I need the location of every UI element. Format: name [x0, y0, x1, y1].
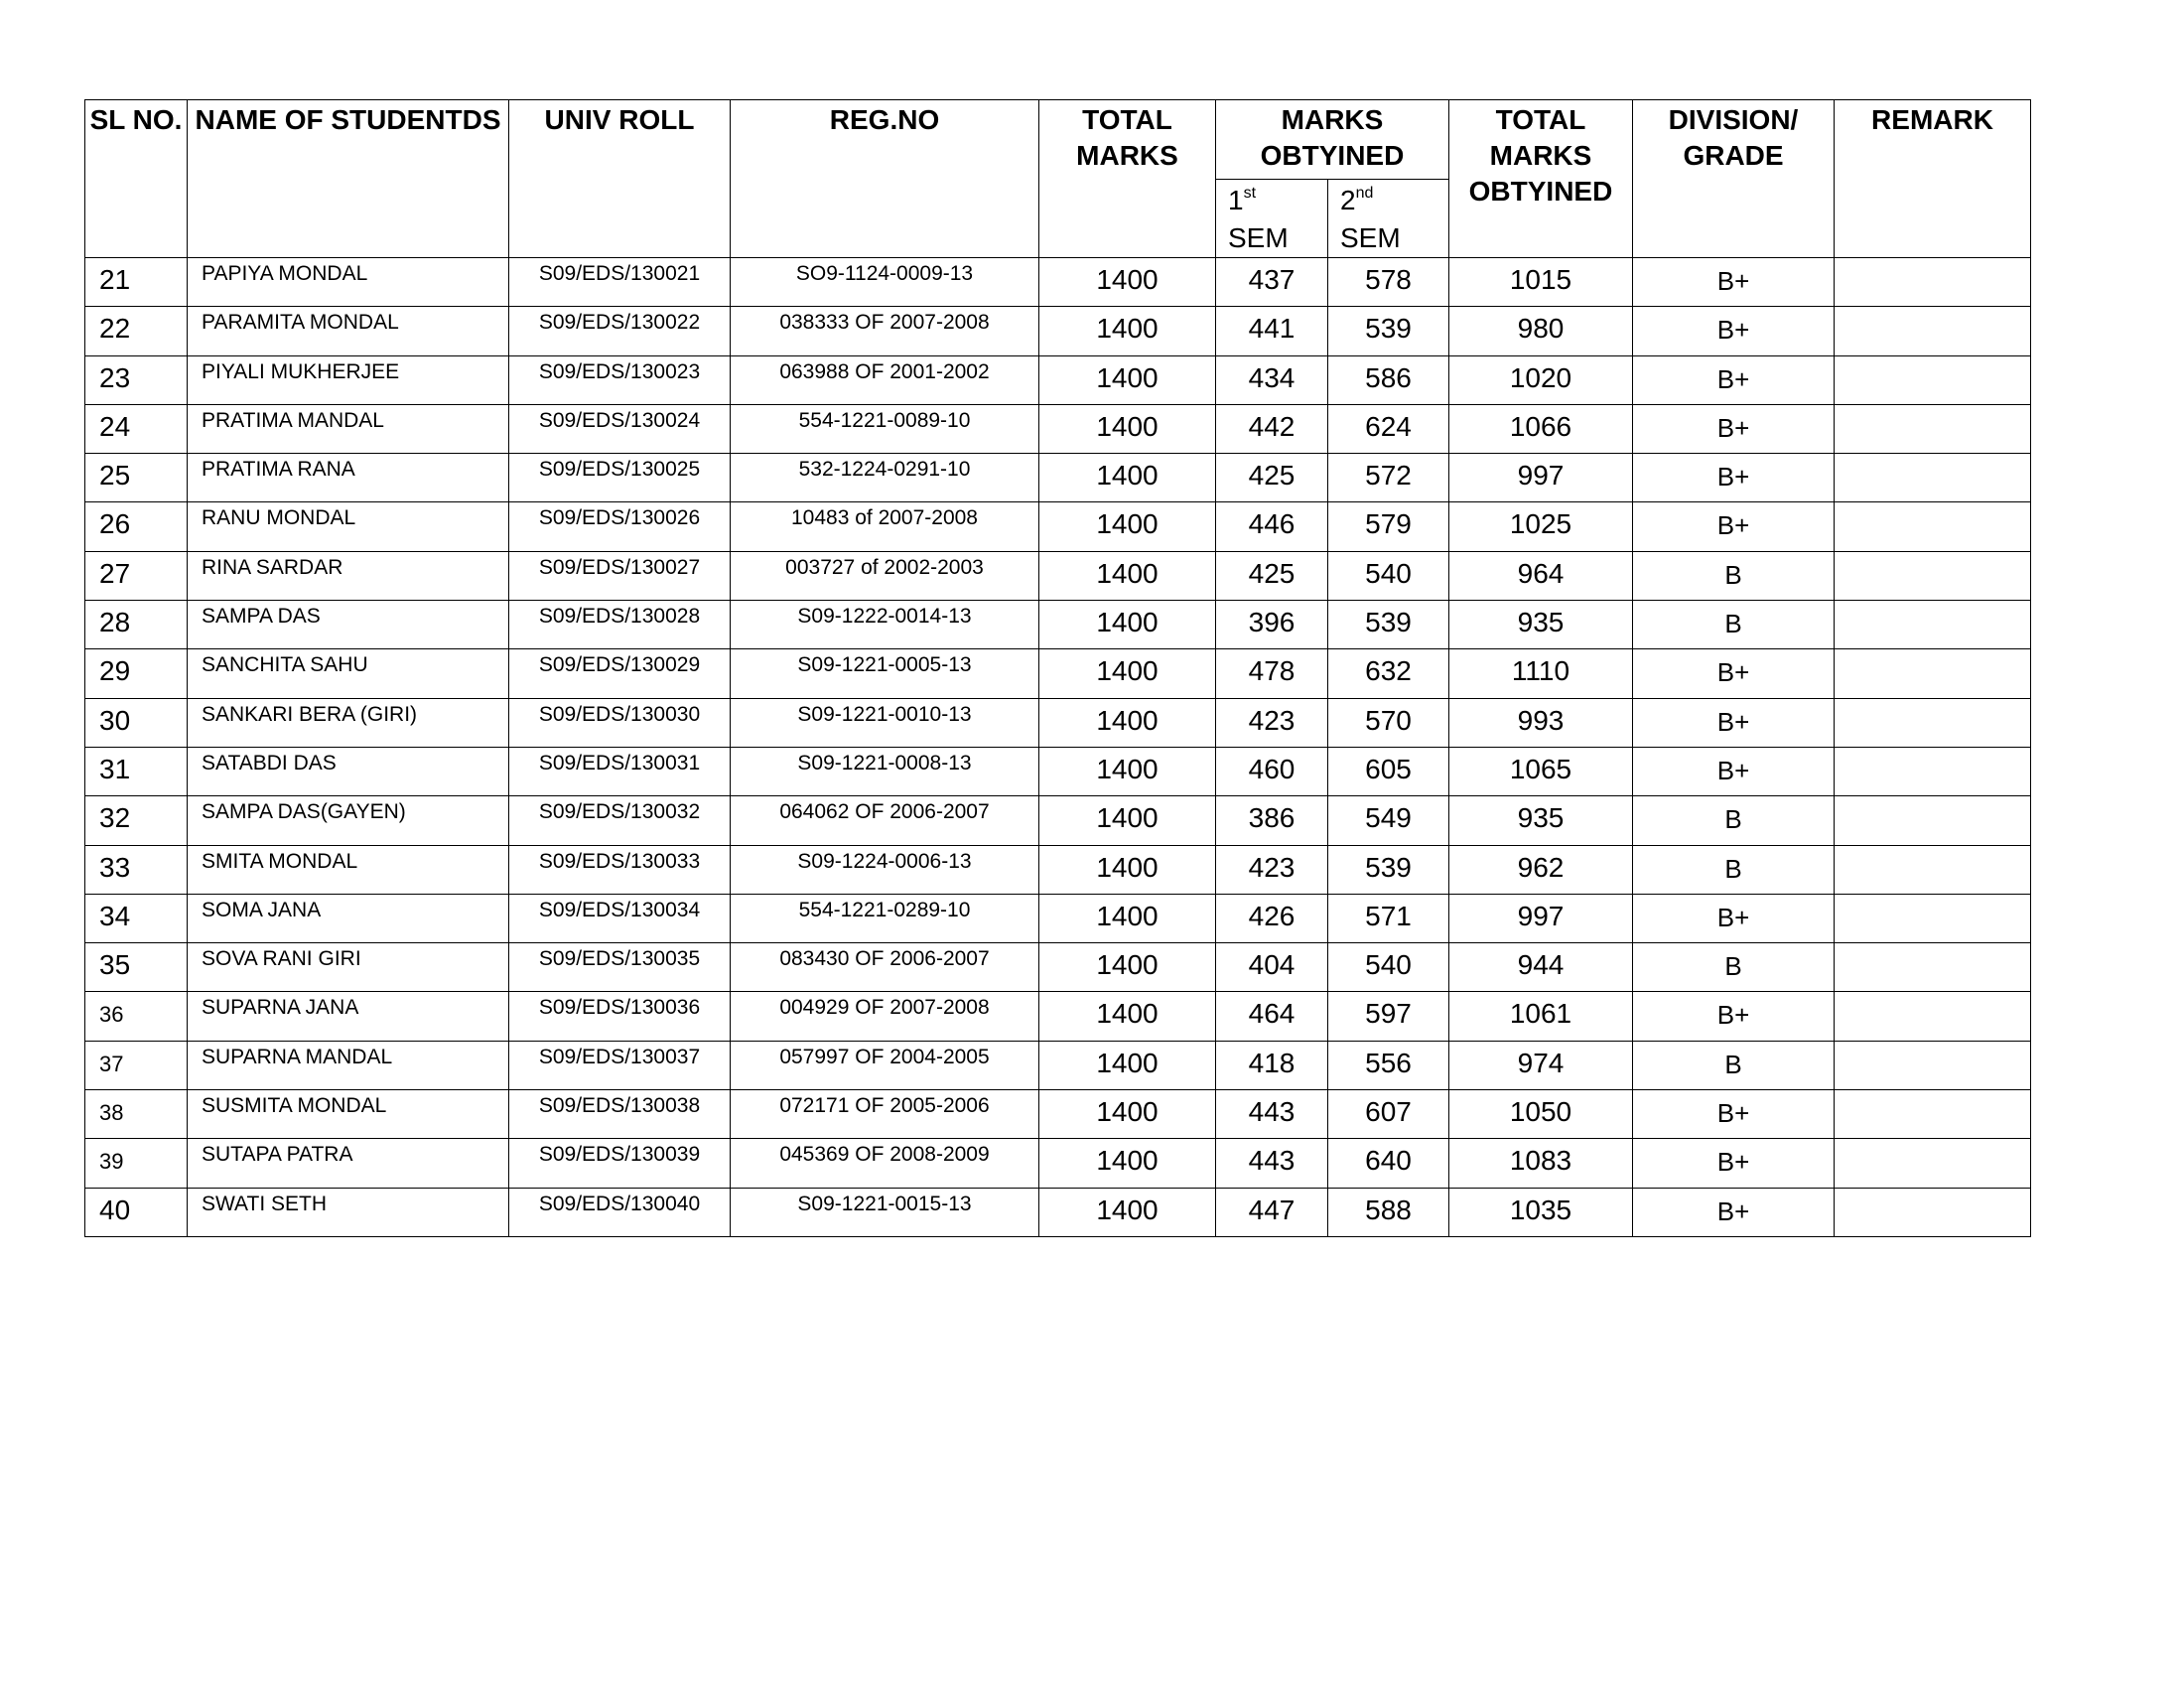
cell-grade: B+	[1633, 355, 1835, 404]
cell-remark	[1835, 404, 2031, 453]
cell-sem2-marks: 607	[1328, 1090, 1449, 1139]
cell-total-obtained: 1061	[1449, 992, 1633, 1041]
cell-remark	[1835, 796, 2031, 845]
cell-reg-no: 063988 OF 2001-2002	[731, 355, 1039, 404]
cell-total-obtained: 1015	[1449, 258, 1633, 307]
cell-grade: B	[1633, 551, 1835, 600]
table-header	[85, 100, 2031, 258]
cell-sem1-marks: 418	[1216, 1041, 1328, 1089]
cell-grade: B+	[1633, 1188, 1835, 1236]
cell-sl-no: 36	[85, 992, 188, 1041]
cell-sl-no: 38	[85, 1090, 188, 1139]
cell-total-marks: 1400	[1039, 404, 1216, 453]
cell-grade: B	[1633, 943, 1835, 992]
cell-total-obtained: 935	[1449, 601, 1633, 649]
cell-reg-no: S09-1221-0015-13	[731, 1188, 1039, 1236]
cell-sl-no: 40	[85, 1188, 188, 1236]
cell-univ-roll: S09/EDS/130040	[509, 1188, 731, 1236]
table-row	[85, 502, 2031, 551]
cell-total-obtained: 1020	[1449, 355, 1633, 404]
cell-univ-roll: S09/EDS/130036	[509, 992, 731, 1041]
cell-reg-no: S09-1222-0014-13	[731, 601, 1039, 649]
cell-remark	[1835, 943, 2031, 992]
cell-grade: B+	[1633, 258, 1835, 307]
cell-total-marks: 1400	[1039, 551, 1216, 600]
cell-reg-no: 038333 OF 2007-2008	[731, 307, 1039, 355]
cell-total-marks: 1400	[1039, 355, 1216, 404]
table-row	[85, 1139, 2031, 1188]
sem1-suffix: st	[1243, 185, 1257, 202]
cell-univ-roll: S09/EDS/130031	[509, 747, 731, 795]
cell-student-name: SUPARNA JANA	[188, 992, 509, 1041]
cell-sem1-marks: 442	[1216, 404, 1328, 453]
cell-sem1-marks: 464	[1216, 992, 1328, 1041]
cell-remark	[1835, 258, 2031, 307]
cell-student-name: SAMPA DAS(GAYEN)	[188, 796, 509, 845]
cell-sl-no: 32	[85, 796, 188, 845]
cell-reg-no: 10483 of 2007-2008	[731, 502, 1039, 551]
cell-sem2-marks: 578	[1328, 258, 1449, 307]
header-first-sem	[1216, 180, 1328, 258]
cell-sem2-marks: 624	[1328, 404, 1449, 453]
cell-grade: B+	[1633, 404, 1835, 453]
cell-reg-no: S09-1221-0010-13	[731, 698, 1039, 747]
cell-student-name: SUPARNA MANDAL	[188, 1041, 509, 1089]
cell-sem1-marks: 437	[1216, 258, 1328, 307]
cell-sem1-marks: 434	[1216, 355, 1328, 404]
cell-total-marks: 1400	[1039, 601, 1216, 649]
cell-grade: B	[1633, 1041, 1835, 1089]
cell-sem1-marks: 425	[1216, 551, 1328, 600]
cell-sem1-marks: 426	[1216, 894, 1328, 942]
cell-total-marks: 1400	[1039, 796, 1216, 845]
cell-sem1-marks: 441	[1216, 307, 1328, 355]
cell-remark	[1835, 698, 2031, 747]
header-total-marks-obtained: TOTAL MARKS OBTYINED	[1449, 100, 1633, 258]
table-row	[85, 258, 2031, 307]
cell-grade: B+	[1633, 454, 1835, 502]
cell-total-marks: 1400	[1039, 943, 1216, 992]
cell-reg-no: 057997 OF 2004-2005	[731, 1041, 1039, 1089]
cell-student-name: SUTAPA PATRA	[188, 1139, 509, 1188]
cell-total-obtained: 1025	[1449, 502, 1633, 551]
cell-remark	[1835, 1090, 2031, 1139]
cell-sem1-marks: 425	[1216, 454, 1328, 502]
table-row	[85, 1041, 2031, 1089]
cell-total-obtained: 980	[1449, 307, 1633, 355]
cell-student-name: SUSMITA MONDAL	[188, 1090, 509, 1139]
cell-reg-no: 064062 OF 2006-2007	[731, 796, 1039, 845]
sem1-number: 1	[1228, 185, 1244, 215]
cell-total-obtained: 1110	[1449, 649, 1633, 698]
cell-remark	[1835, 1041, 2031, 1089]
cell-grade: B+	[1633, 894, 1835, 942]
cell-sl-no: 26	[85, 502, 188, 551]
cell-total-obtained: 1083	[1449, 1139, 1633, 1188]
cell-univ-roll: S09/EDS/130035	[509, 943, 731, 992]
cell-student-name: SANKARI BERA (GIRI)	[188, 698, 509, 747]
cell-grade: B+	[1633, 307, 1835, 355]
cell-sem2-marks: 539	[1328, 845, 1449, 894]
cell-remark	[1835, 845, 2031, 894]
cell-total-marks: 1400	[1039, 502, 1216, 551]
cell-student-name: PRATIMA RANA	[188, 454, 509, 502]
cell-reg-no: S09-1221-0008-13	[731, 747, 1039, 795]
table-row	[85, 551, 2031, 600]
cell-grade: B+	[1633, 992, 1835, 1041]
cell-remark	[1835, 454, 2031, 502]
table-row	[85, 698, 2031, 747]
cell-sem1-marks: 404	[1216, 943, 1328, 992]
cell-reg-no: 003727 of 2002-2003	[731, 551, 1039, 600]
table-row	[85, 943, 2031, 992]
table-row	[85, 1188, 2031, 1236]
table-row	[85, 307, 2031, 355]
sem1-label: SEM	[1228, 222, 1289, 253]
cell-total-marks: 1400	[1039, 698, 1216, 747]
cell-sem1-marks: 460	[1216, 747, 1328, 795]
cell-univ-roll: S09/EDS/130038	[509, 1090, 731, 1139]
header-univ-roll: UNIV ROLL	[509, 100, 731, 258]
cell-univ-roll: S09/EDS/130024	[509, 404, 731, 453]
cell-sem2-marks: 540	[1328, 943, 1449, 992]
cell-remark	[1835, 1139, 2031, 1188]
table-row	[85, 845, 2031, 894]
cell-remark	[1835, 601, 2031, 649]
cell-sem1-marks: 396	[1216, 601, 1328, 649]
cell-total-obtained: 1050	[1449, 1090, 1633, 1139]
cell-sl-no: 22	[85, 307, 188, 355]
cell-sl-no: 37	[85, 1041, 188, 1089]
cell-grade: B+	[1633, 502, 1835, 551]
cell-reg-no: 072171 OF 2005-2006	[731, 1090, 1039, 1139]
cell-sl-no: 31	[85, 747, 188, 795]
cell-reg-no: 083430 OF 2006-2007	[731, 943, 1039, 992]
cell-sl-no: 21	[85, 258, 188, 307]
cell-univ-roll: S09/EDS/130027	[509, 551, 731, 600]
cell-grade: B+	[1633, 1139, 1835, 1188]
header-name: NAME OF STUDENTDS	[188, 100, 509, 258]
sem2-suffix: nd	[1355, 185, 1374, 202]
cell-grade: B+	[1633, 747, 1835, 795]
table-body	[85, 258, 2031, 1237]
cell-remark	[1835, 1188, 2031, 1236]
cell-total-marks: 1400	[1039, 747, 1216, 795]
table-row	[85, 601, 2031, 649]
cell-reg-no: S09-1221-0005-13	[731, 649, 1039, 698]
cell-sem2-marks: 539	[1328, 307, 1449, 355]
cell-total-obtained: 944	[1449, 943, 1633, 992]
cell-total-obtained: 1066	[1449, 404, 1633, 453]
cell-univ-roll: S09/EDS/130025	[509, 454, 731, 502]
cell-sl-no: 34	[85, 894, 188, 942]
cell-total-obtained: 935	[1449, 796, 1633, 845]
cell-total-marks: 1400	[1039, 454, 1216, 502]
cell-total-obtained: 962	[1449, 845, 1633, 894]
cell-sl-no: 23	[85, 355, 188, 404]
cell-student-name: SOMA JANA	[188, 894, 509, 942]
cell-sl-no: 27	[85, 551, 188, 600]
cell-sem2-marks: 579	[1328, 502, 1449, 551]
cell-total-marks: 1400	[1039, 894, 1216, 942]
cell-total-marks: 1400	[1039, 992, 1216, 1041]
cell-total-obtained: 997	[1449, 894, 1633, 942]
cell-total-obtained: 993	[1449, 698, 1633, 747]
cell-remark	[1835, 502, 2031, 551]
cell-univ-roll: S09/EDS/130032	[509, 796, 731, 845]
cell-total-marks: 1400	[1039, 1041, 1216, 1089]
cell-sem2-marks: 556	[1328, 1041, 1449, 1089]
cell-grade: B	[1633, 796, 1835, 845]
cell-total-marks: 1400	[1039, 258, 1216, 307]
cell-student-name: RANU MONDAL	[188, 502, 509, 551]
cell-sem2-marks: 588	[1328, 1188, 1449, 1236]
header-reg-no: REG.NO	[731, 100, 1039, 258]
cell-student-name: SAMPA DAS	[188, 601, 509, 649]
cell-remark	[1835, 894, 2031, 942]
cell-sem2-marks: 586	[1328, 355, 1449, 404]
cell-univ-roll: S09/EDS/130022	[509, 307, 731, 355]
header-remark: REMARK	[1835, 100, 2031, 258]
cell-student-name: RINA SARDAR	[188, 551, 509, 600]
table-row	[85, 454, 2031, 502]
cell-univ-roll: S09/EDS/130023	[509, 355, 731, 404]
cell-sem2-marks: 571	[1328, 894, 1449, 942]
cell-total-marks: 1400	[1039, 1090, 1216, 1139]
cell-univ-roll: S09/EDS/130021	[509, 258, 731, 307]
cell-sem1-marks: 423	[1216, 845, 1328, 894]
cell-sem2-marks: 549	[1328, 796, 1449, 845]
table-row	[85, 1090, 2031, 1139]
cell-total-marks: 1400	[1039, 845, 1216, 894]
cell-sem2-marks: 540	[1328, 551, 1449, 600]
cell-total-marks: 1400	[1039, 649, 1216, 698]
cell-total-marks: 1400	[1039, 1188, 1216, 1236]
cell-reg-no: 045369 OF 2008-2009	[731, 1139, 1039, 1188]
cell-total-obtained: 997	[1449, 454, 1633, 502]
cell-univ-roll: S09/EDS/130037	[509, 1041, 731, 1089]
cell-sl-no: 25	[85, 454, 188, 502]
sem2-number: 2	[1340, 185, 1356, 215]
cell-student-name: PAPIYA MONDAL	[188, 258, 509, 307]
header-marks-obtained: MARKS OBTYINED	[1216, 100, 1449, 180]
cell-total-obtained: 1065	[1449, 747, 1633, 795]
cell-grade: B	[1633, 845, 1835, 894]
table-row	[85, 355, 2031, 404]
table-row	[85, 796, 2031, 845]
cell-univ-roll: S09/EDS/130039	[509, 1139, 731, 1188]
header-second-sem	[1328, 180, 1449, 258]
cell-sl-no: 29	[85, 649, 188, 698]
cell-student-name: PARAMITA MONDAL	[188, 307, 509, 355]
results-table	[84, 99, 2031, 1237]
cell-reg-no: 532-1224-0291-10	[731, 454, 1039, 502]
cell-univ-roll: S09/EDS/130030	[509, 698, 731, 747]
cell-remark	[1835, 992, 2031, 1041]
cell-sem1-marks: 443	[1216, 1139, 1328, 1188]
cell-student-name: SATABDI DAS	[188, 747, 509, 795]
cell-sl-no: 33	[85, 845, 188, 894]
cell-sl-no: 35	[85, 943, 188, 992]
cell-sem1-marks: 423	[1216, 698, 1328, 747]
cell-sem2-marks: 640	[1328, 1139, 1449, 1188]
cell-sem1-marks: 446	[1216, 502, 1328, 551]
cell-student-name: SANCHITA SAHU	[188, 649, 509, 698]
cell-sl-no: 39	[85, 1139, 188, 1188]
cell-remark	[1835, 355, 2031, 404]
cell-sl-no: 24	[85, 404, 188, 453]
cell-univ-roll: S09/EDS/130033	[509, 845, 731, 894]
cell-remark	[1835, 747, 2031, 795]
cell-univ-roll: S09/EDS/130029	[509, 649, 731, 698]
table-row	[85, 992, 2031, 1041]
table-row	[85, 894, 2031, 942]
cell-reg-no: 554-1221-0089-10	[731, 404, 1039, 453]
cell-student-name: PIYALI MUKHERJEE	[188, 355, 509, 404]
cell-sem2-marks: 597	[1328, 992, 1449, 1041]
cell-total-obtained: 1035	[1449, 1188, 1633, 1236]
cell-reg-no: 554-1221-0289-10	[731, 894, 1039, 942]
cell-student-name: SMITA MONDAL	[188, 845, 509, 894]
cell-reg-no: SO9-1124-0009-13	[731, 258, 1039, 307]
cell-sem2-marks: 539	[1328, 601, 1449, 649]
cell-univ-roll: S09/EDS/130028	[509, 601, 731, 649]
cell-sem2-marks: 605	[1328, 747, 1449, 795]
cell-sl-no: 28	[85, 601, 188, 649]
cell-grade: B+	[1633, 649, 1835, 698]
table-row	[85, 747, 2031, 795]
cell-remark	[1835, 551, 2031, 600]
cell-reg-no: 004929 OF 2007-2008	[731, 992, 1039, 1041]
cell-reg-no: S09-1224-0006-13	[731, 845, 1039, 894]
cell-total-obtained: 974	[1449, 1041, 1633, 1089]
header-sl-no: SL NO.	[85, 100, 188, 258]
cell-sem1-marks: 443	[1216, 1090, 1328, 1139]
cell-sem2-marks: 632	[1328, 649, 1449, 698]
cell-sem2-marks: 572	[1328, 454, 1449, 502]
cell-sl-no: 30	[85, 698, 188, 747]
header-division-grade: DIVISION/ GRADE	[1633, 100, 1835, 258]
cell-sem1-marks: 478	[1216, 649, 1328, 698]
cell-sem1-marks: 386	[1216, 796, 1328, 845]
cell-grade: B+	[1633, 698, 1835, 747]
cell-total-marks: 1400	[1039, 307, 1216, 355]
sem2-label: SEM	[1340, 222, 1401, 253]
cell-univ-roll: S09/EDS/130026	[509, 502, 731, 551]
table-row	[85, 649, 2031, 698]
cell-grade: B	[1633, 601, 1835, 649]
cell-sem1-marks: 447	[1216, 1188, 1328, 1236]
cell-student-name: SWATI SETH	[188, 1188, 509, 1236]
cell-sem2-marks: 570	[1328, 698, 1449, 747]
table-row	[85, 404, 2031, 453]
cell-grade: B+	[1633, 1090, 1835, 1139]
cell-univ-roll: S09/EDS/130034	[509, 894, 731, 942]
cell-total-obtained: 964	[1449, 551, 1633, 600]
cell-student-name: PRATIMA MANDAL	[188, 404, 509, 453]
header-total-marks: TOTAL MARKS	[1039, 100, 1216, 258]
cell-student-name: SOVA RANI GIRI	[188, 943, 509, 992]
cell-remark	[1835, 649, 2031, 698]
cell-total-marks: 1400	[1039, 1139, 1216, 1188]
cell-remark	[1835, 307, 2031, 355]
